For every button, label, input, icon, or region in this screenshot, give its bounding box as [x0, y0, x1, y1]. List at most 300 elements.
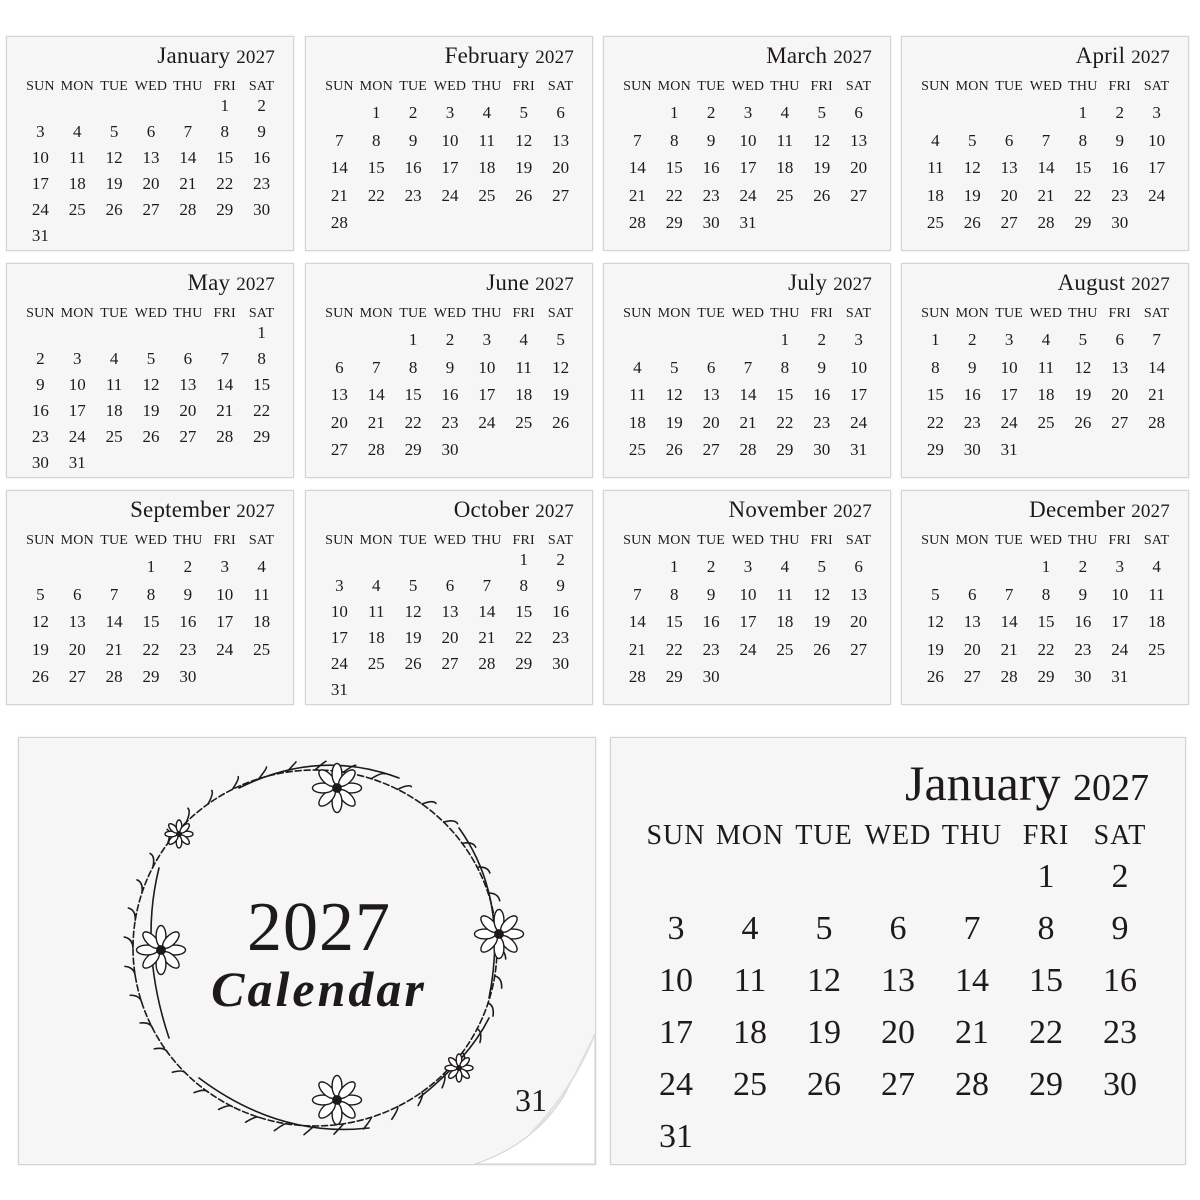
month-year: 2027	[535, 501, 574, 522]
weekday-label: SAT	[547, 79, 574, 94]
day-cell: 15	[776, 385, 794, 404]
day-cell: 12	[1074, 357, 1092, 377]
day-cell: 29	[665, 213, 683, 232]
weekday-label: WED	[134, 79, 168, 94]
weekday-label: SAT	[248, 79, 275, 94]
weekday-label: TUE	[697, 533, 726, 548]
day-cell: 21	[628, 185, 646, 205]
day-cell: 17	[850, 385, 868, 404]
day-cell: 30	[179, 667, 197, 686]
weekday-label: THU	[770, 306, 800, 321]
day-cell	[505, 680, 542, 700]
day-cell: 5	[146, 349, 156, 368]
featured-day-cell: 18	[733, 1014, 767, 1051]
day-cell: 12	[552, 357, 570, 377]
week-row	[917, 440, 1175, 460]
day-cell	[358, 213, 395, 233]
day-cell: 3	[445, 103, 455, 122]
day-cell: 11	[927, 158, 944, 177]
day-cell: 7	[335, 130, 344, 150]
week-row	[22, 557, 280, 577]
day-cell	[206, 226, 243, 246]
day-cell: 30	[31, 453, 49, 472]
week-row	[619, 585, 877, 605]
day-cell: 16	[552, 602, 570, 621]
day-cell: 13	[850, 130, 868, 150]
day-cell: 26	[404, 654, 422, 673]
weekday-label: SUN	[26, 533, 55, 548]
day-cell	[917, 557, 954, 577]
day-cell: 30	[1111, 213, 1129, 232]
featured-day-cell	[861, 858, 935, 896]
featured-month-year: 2027	[1073, 767, 1149, 809]
featured-day-cell	[713, 858, 787, 896]
featured-day-cell	[1009, 1118, 1083, 1156]
day-cell: 16	[441, 385, 459, 404]
day-cell: 23	[552, 628, 570, 647]
featured-day-cell: 1	[1037, 858, 1055, 895]
day-cell: 20	[963, 639, 981, 659]
day-cell: 7	[482, 576, 492, 595]
day-cell: 7	[743, 357, 753, 377]
day-cell	[1101, 440, 1138, 460]
day-cell	[321, 103, 358, 123]
week-row	[22, 453, 280, 473]
day-cell: 3	[1115, 557, 1124, 576]
day-cell: 3	[335, 576, 344, 595]
weekday-label: MON	[657, 79, 691, 94]
day-cell: 24	[68, 427, 86, 446]
day-cell: 20	[142, 174, 160, 193]
day-cell: 26	[813, 639, 831, 659]
weekday-label: MON	[60, 533, 94, 548]
day-cell: 2	[706, 557, 716, 576]
month-title	[788, 270, 872, 296]
day-cell: 3	[854, 330, 863, 349]
day-cell: 8	[257, 349, 266, 368]
day-cell: 6	[854, 557, 863, 576]
month-card-november	[603, 490, 891, 705]
featured-week-row	[639, 910, 1157, 948]
day-cell: 11	[515, 357, 532, 377]
featured-week-row	[639, 1118, 1157, 1156]
day-cell: 12	[404, 602, 422, 621]
day-cell: 1	[670, 103, 679, 122]
day-cell	[169, 226, 206, 246]
day-cell: 13	[142, 148, 160, 167]
day-cell	[1138, 213, 1175, 233]
day-cell	[619, 557, 656, 577]
day-cell: 13	[179, 375, 197, 394]
weekday-label: TUE	[399, 306, 428, 321]
featured-day-cell: 6	[889, 910, 907, 947]
featured-day-cell	[861, 1118, 935, 1156]
weekday-label: SAT	[547, 533, 574, 548]
day-cell: 16	[31, 401, 49, 420]
day-cell: 14	[330, 158, 348, 177]
day-cell: 8	[780, 357, 790, 377]
day-cell: 25	[1148, 639, 1166, 659]
day-cell: 6	[556, 103, 565, 122]
day-cell	[991, 557, 1028, 577]
month-card-january	[6, 36, 294, 251]
weekday-header	[321, 79, 579, 95]
day-cell: 27	[142, 200, 160, 219]
week-row	[22, 585, 280, 605]
day-cell: 22	[216, 174, 234, 193]
day-cell: 10	[739, 130, 757, 150]
weekday-label: SAT	[845, 306, 872, 321]
day-cell: 5	[931, 584, 940, 604]
day-cell: 22	[776, 412, 794, 432]
day-cell: 1	[670, 557, 679, 576]
day-cell: 4	[1152, 557, 1161, 576]
day-cell: 12	[926, 612, 944, 631]
day-cell	[206, 323, 243, 343]
day-cell: 2	[408, 103, 418, 122]
day-cell: 20	[552, 158, 570, 177]
day-cell: 13	[441, 602, 459, 621]
featured-day-cell: 26	[807, 1066, 841, 1103]
weekday-label: SAT	[1143, 306, 1170, 321]
weekday-header	[619, 79, 877, 95]
cover-year: 2027	[247, 889, 391, 966]
weekday-label: FRI	[512, 79, 535, 94]
day-cell: 28	[105, 667, 123, 686]
day-cell: 2	[445, 330, 455, 349]
weekday-label: SUN	[325, 533, 354, 548]
week-row	[917, 358, 1175, 378]
day-cell: 16	[963, 385, 981, 404]
day-cell: 22	[1037, 639, 1055, 659]
day-cell: 22	[926, 412, 944, 432]
day-cell	[954, 557, 991, 577]
day-cell: 31	[739, 213, 757, 232]
day-cell: 28	[628, 213, 646, 232]
month-year: 2027	[535, 47, 574, 68]
weekday-header	[619, 533, 877, 549]
week-row	[619, 358, 877, 378]
day-cell: 26	[515, 185, 533, 205]
day-cell	[96, 226, 133, 246]
weekday-label: SUN	[921, 533, 950, 548]
weekday-header	[22, 79, 280, 95]
day-cell	[468, 213, 505, 233]
day-cell: 13	[702, 385, 720, 404]
featured-day-cell: 13	[881, 962, 915, 999]
featured-weekday-header	[639, 820, 1157, 852]
weekday-label: SUN	[325, 306, 354, 321]
day-cell: 14	[739, 385, 757, 404]
week-row	[917, 213, 1175, 233]
day-cell: 5	[817, 103, 826, 122]
day-cell: 23	[1074, 639, 1092, 659]
day-cell: 14	[478, 602, 496, 621]
day-cell: 19	[926, 639, 944, 659]
day-cell: 2	[1115, 103, 1124, 122]
weekday-label: SAT	[845, 533, 872, 548]
day-cell: 9	[1115, 130, 1124, 150]
day-cell: 28	[1037, 213, 1055, 232]
day-cell	[542, 440, 579, 460]
day-cell	[169, 96, 206, 116]
day-cell: 25	[253, 639, 271, 659]
weekday-label: TUE	[100, 533, 129, 548]
day-cell: 28	[478, 654, 496, 673]
day-cell: 15	[253, 375, 271, 394]
day-cell: 23	[702, 185, 720, 205]
month-card-july	[603, 263, 891, 478]
day-cell	[321, 330, 358, 350]
day-cell	[243, 453, 280, 473]
day-cell	[730, 330, 767, 350]
day-cell: 27	[179, 427, 197, 446]
day-cell: 29	[1074, 213, 1092, 232]
day-cell: 9	[706, 584, 716, 604]
month-name: January	[157, 43, 231, 68]
week-row	[321, 103, 579, 123]
day-cell: 26	[963, 213, 981, 232]
featured-day-cell: 21	[955, 1014, 989, 1051]
weekday-label: FRI	[810, 533, 833, 548]
week-row	[917, 612, 1175, 632]
week-row	[619, 213, 877, 233]
day-cell: 31	[31, 226, 49, 245]
day-cell: 3	[1004, 330, 1014, 349]
day-cell: 16	[813, 385, 831, 404]
week-row	[321, 330, 579, 350]
week-row	[619, 667, 877, 687]
day-cell: 23	[179, 639, 197, 659]
week-row	[619, 330, 877, 350]
day-cell: 27	[68, 667, 86, 686]
day-cell: 20	[702, 412, 720, 432]
day-cell: 11	[1037, 357, 1055, 377]
day-cell: 8	[220, 122, 229, 141]
day-cell	[133, 323, 170, 343]
day-cell	[22, 557, 59, 577]
day-cell: 4	[931, 130, 940, 150]
day-cell: 17	[739, 158, 757, 177]
day-cell: 27	[1111, 412, 1129, 432]
day-cell: 17	[330, 628, 348, 647]
day-cell: 5	[109, 122, 119, 141]
day-cell: 28	[330, 213, 348, 232]
weekday-label: SAT	[1143, 533, 1170, 548]
featured-month-name: January	[905, 755, 1061, 811]
day-cell	[133, 226, 170, 246]
week-row	[917, 385, 1175, 405]
weekday-label: SUN	[325, 79, 354, 94]
weekday-label: THU	[173, 533, 203, 548]
day-cell: 22	[665, 185, 683, 205]
day-cell: 20	[68, 639, 86, 659]
day-cell: 23	[1111, 185, 1129, 205]
featured-day-cell: 9	[1111, 910, 1129, 947]
day-cell	[358, 330, 395, 350]
week-row	[619, 158, 877, 178]
weekday-label: MON	[657, 306, 691, 321]
day-cell: 3	[220, 557, 229, 576]
week-row	[619, 557, 877, 577]
weekday-label: TUE	[697, 79, 726, 94]
day-cell: 15	[1037, 612, 1055, 631]
month-year: 2027	[236, 501, 275, 522]
day-cell: 14	[1037, 158, 1055, 177]
day-cell: 13	[1000, 158, 1018, 177]
weekday-label: WED	[1029, 79, 1063, 94]
weekday-label: THU	[173, 306, 203, 321]
month-year: 2027	[833, 501, 872, 522]
cover-title: Calendar	[211, 961, 427, 1017]
week-row	[619, 186, 877, 206]
weekday-label: THU	[1068, 533, 1098, 548]
month-name: October	[453, 497, 530, 522]
day-cell: 14	[1148, 357, 1166, 377]
day-cell: 18	[628, 412, 646, 432]
day-cell: 12	[963, 158, 981, 177]
day-cell: 14	[105, 612, 123, 631]
day-cell: 28	[216, 427, 234, 446]
weekday-label: SUN	[623, 533, 652, 548]
weekday-label: TUE	[100, 79, 129, 94]
day-cell	[954, 103, 991, 123]
week-row	[22, 375, 280, 395]
weekday-label: FRI	[213, 79, 236, 94]
day-cell: 23	[404, 185, 422, 205]
month-title	[729, 497, 872, 523]
weekday-label: MON	[359, 79, 393, 94]
day-cell: 16	[702, 158, 720, 177]
week-row	[22, 612, 280, 632]
day-cell: 12	[31, 612, 49, 631]
day-cell: 31	[1000, 440, 1018, 459]
day-cell: 10	[478, 357, 496, 377]
weekday-label: THU	[472, 306, 502, 321]
week-row	[321, 358, 579, 378]
featured-day-cell: 24	[659, 1066, 693, 1103]
day-cell	[59, 226, 96, 246]
weekday-header	[22, 306, 280, 322]
day-cell: 7	[1004, 584, 1014, 604]
day-cell: 9	[183, 584, 193, 604]
day-cell: 24	[850, 412, 868, 432]
day-cell	[840, 213, 877, 233]
featured-day-cell: 15	[1029, 962, 1063, 999]
day-cell: 8	[519, 576, 528, 595]
day-cell: 12	[665, 385, 683, 404]
day-cell: 12	[105, 148, 123, 167]
featured-day-cell	[935, 1118, 1009, 1156]
day-cell: 25	[628, 440, 646, 459]
week-row	[917, 103, 1175, 123]
day-cell: 23	[441, 412, 459, 432]
day-cell	[133, 96, 170, 116]
day-cell: 4	[73, 122, 82, 141]
day-cell: 5	[968, 130, 977, 150]
month-title	[1076, 43, 1170, 69]
week-row	[22, 401, 280, 421]
month-year: 2027	[236, 47, 275, 68]
day-cell: 8	[1041, 584, 1051, 604]
week-row	[321, 413, 579, 433]
day-cell: 29	[253, 427, 271, 446]
day-cell: 18	[367, 628, 385, 647]
week-row	[321, 602, 579, 622]
day-cell: 30	[702, 667, 720, 686]
day-cell: 19	[665, 412, 683, 432]
day-cell: 3	[743, 557, 753, 576]
month-title	[1058, 270, 1170, 296]
day-cell: 29	[776, 440, 794, 459]
week-row	[917, 131, 1175, 151]
day-cell: 2	[817, 330, 826, 349]
day-cell: 10	[1148, 130, 1166, 150]
day-cell: 11	[478, 130, 496, 150]
week-row	[321, 158, 579, 178]
day-cell: 10	[1111, 584, 1129, 604]
day-cell: 27	[963, 667, 981, 686]
week-row	[619, 103, 877, 123]
featured-day-cell: 16	[1103, 962, 1137, 999]
day-cell: 23	[31, 427, 49, 446]
featured-day-cell: 22	[1029, 1014, 1063, 1051]
weekday-label: TUE	[995, 533, 1024, 548]
day-cell: 20	[441, 628, 459, 647]
day-cell: 27	[850, 639, 868, 659]
week-row	[321, 213, 579, 233]
day-cell: 17	[1000, 385, 1018, 404]
day-cell: 24	[1000, 412, 1018, 432]
day-cell: 9	[257, 122, 266, 141]
day-cell: 7	[633, 584, 642, 604]
day-cell: 13	[963, 612, 981, 631]
weekday-label: WED	[1029, 533, 1063, 548]
featured-weekday-label: SUN	[646, 820, 706, 851]
day-cell: 22	[142, 639, 160, 659]
day-cell	[917, 103, 954, 123]
day-cell	[1138, 440, 1175, 460]
week-row	[917, 158, 1175, 178]
day-cell: 23	[702, 639, 720, 659]
weekday-label: TUE	[995, 306, 1024, 321]
day-cell: 30	[441, 440, 459, 459]
day-cell: 28	[367, 440, 385, 459]
day-cell	[468, 550, 505, 570]
month-title	[454, 497, 574, 523]
featured-weekday-label: FRI	[1022, 820, 1070, 851]
day-cell	[395, 680, 432, 700]
weekday-label: TUE	[399, 533, 428, 548]
month-card-june	[305, 263, 593, 478]
featured-day-cell: 23	[1103, 1014, 1137, 1051]
week-row	[321, 440, 579, 460]
featured-day-cell: 17	[659, 1014, 693, 1051]
day-cell: 4	[633, 357, 642, 377]
day-cell: 18	[1037, 385, 1055, 404]
month-title	[187, 270, 275, 296]
day-cell: 6	[1115, 330, 1124, 349]
month-year: 2027	[1131, 501, 1170, 522]
day-cell: 15	[142, 612, 160, 631]
day-cell: 20	[179, 401, 197, 420]
day-cell: 21	[330, 185, 348, 205]
day-cell: 4	[519, 330, 528, 349]
weekday-label: THU	[173, 79, 203, 94]
day-cell: 15	[665, 612, 683, 631]
day-cell: 11	[368, 602, 385, 621]
day-cell: 30	[702, 213, 720, 232]
